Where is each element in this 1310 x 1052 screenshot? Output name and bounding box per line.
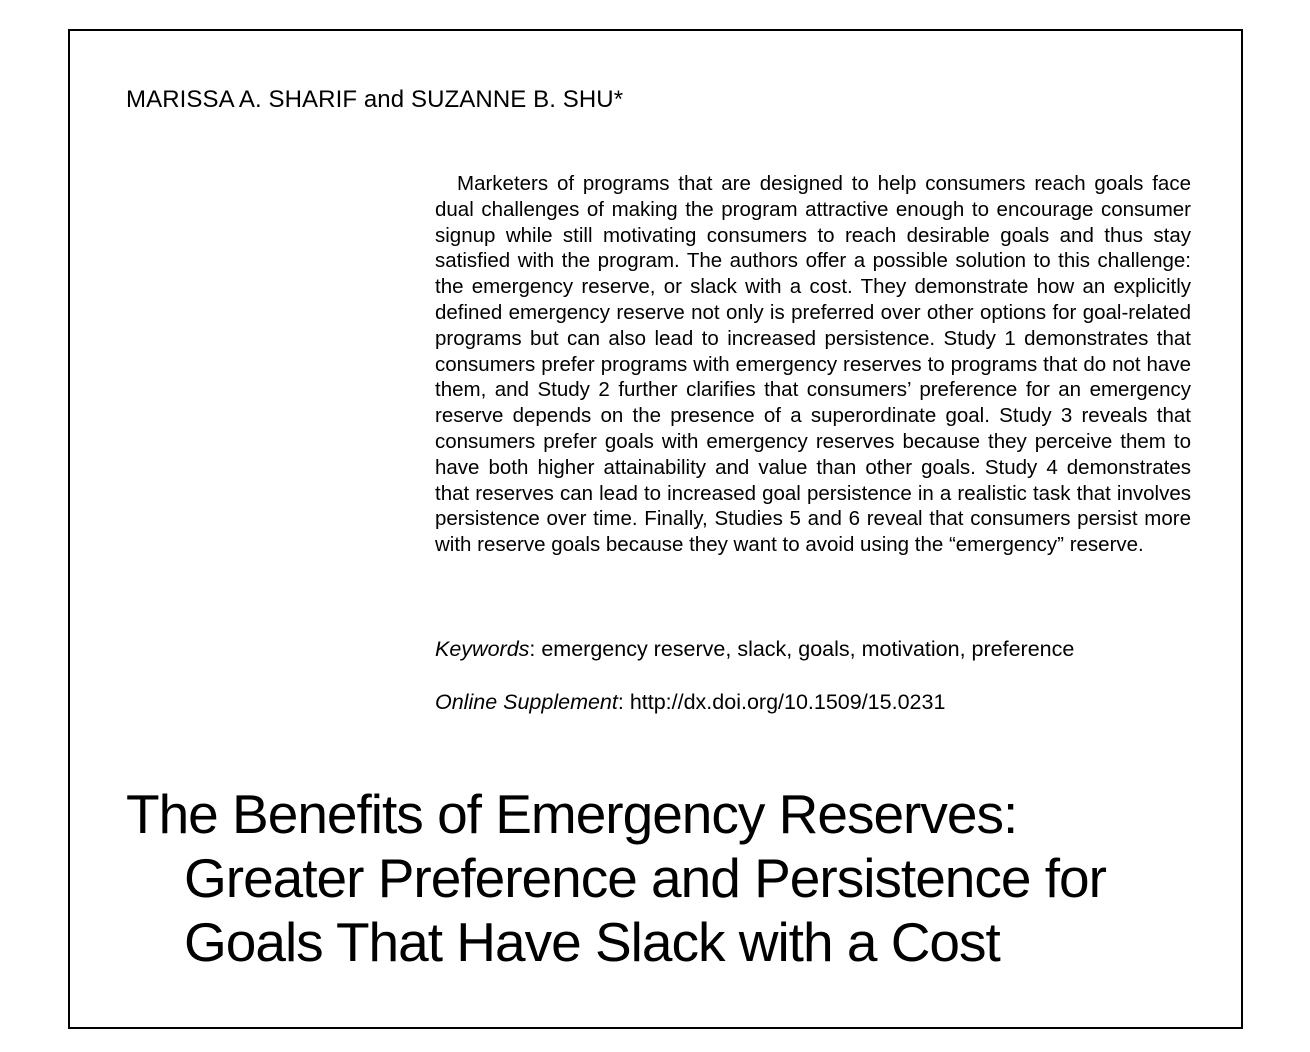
author-line: MARISSA A. SHARIF and SUZANNE B. SHU* [126,86,624,113]
online-supplement-label: Online Supplement [435,690,618,714]
title-line-3: Goals That Have Slack with a Cost [184,911,1000,973]
abstract-paragraph: Marketers of programs that are designed to help consumers reach goals face dual challenges of making the program attractive enough to encourage consumer signup while still motivating consumers to reach desirable goals and thus stay satisfied with the program. The authors offer a possible solution to this challenge: the emergency reserve, or slack with a cost. They demonstrate how an explicitly defined emergency reserve not only is preferred over other options for goal-related programs but can also lead to increased persistence. Study 1 demonstrates that consumers prefer programs with emergency reserves to programs that do not have them, and Study 2 further clarifies that consumers’ preference for an emergency reserve depends on the presence of a superordinate goal. Study 3 reveals that consumers prefer goals with emergency reserves because they perceive them to have both higher attainability and value than other goals. Study 4 demonstrates that reserves can lead to increased goal persistence in a realistic task that involves persistence over time. Finally, Studies 5 and 6 reveal that consumers persist more with reserve goals because they want to avoid using the “emergency” reserve. [435,172,1191,557]
keywords-label: Keywords [435,637,530,661]
online-supplement-doi: : http://dx.doi.org/10.1509/15.0231 [617,690,946,714]
title-line-2: Greater Preference and Persistence for [184,847,1106,909]
keywords-line [435,636,1074,662]
online-supplement-line [435,689,945,715]
keywords-value: : emergency reserve, slack, goals, motivation, preference [529,637,1075,661]
article-title [126,782,1106,974]
title-line-1: The Benefits of Emergency Reserves: [126,783,1018,845]
